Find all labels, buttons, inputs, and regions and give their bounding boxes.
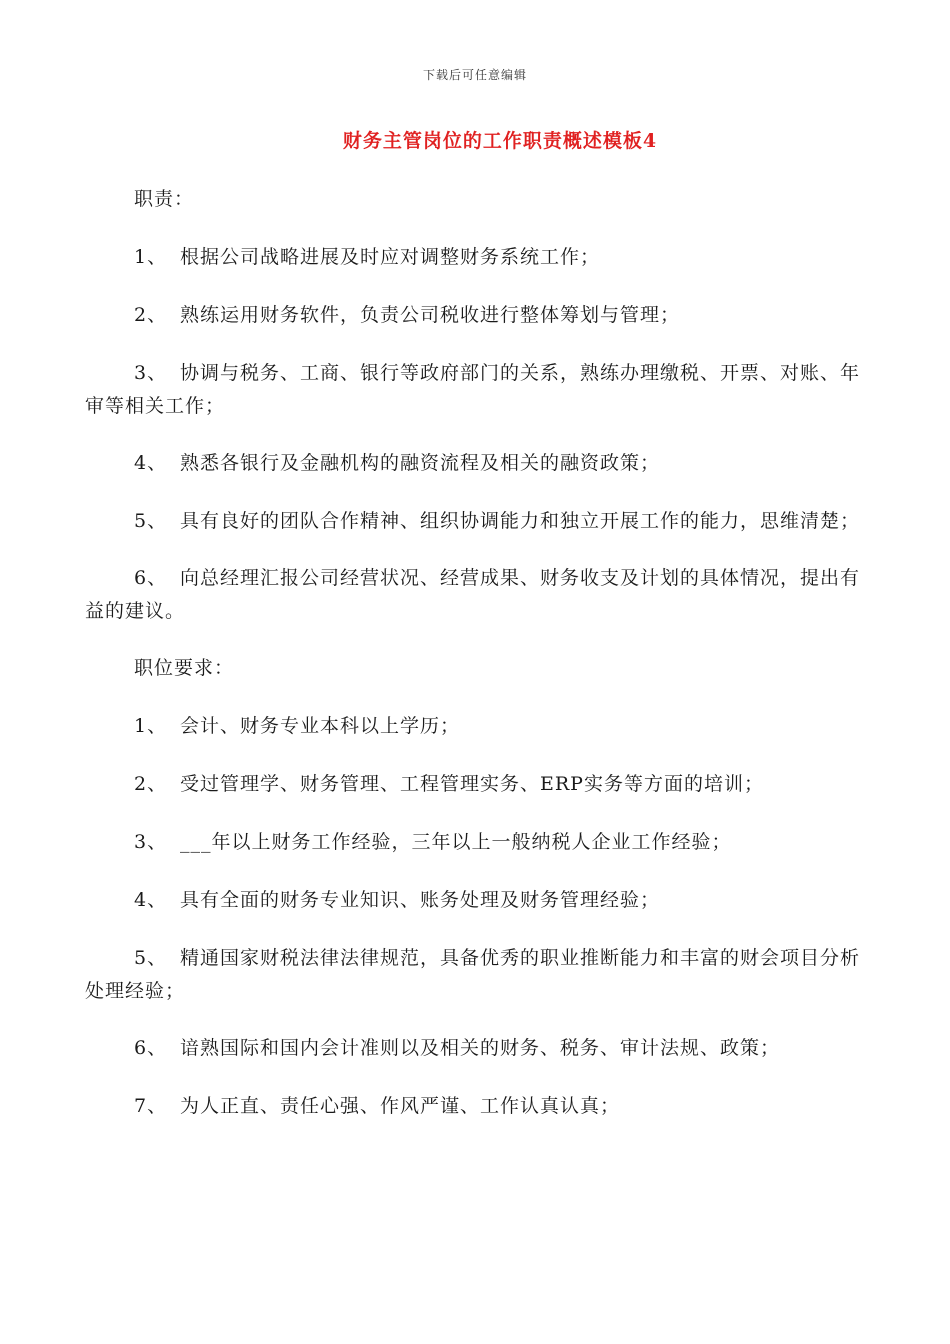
duties-heading: 职责： — [134, 188, 195, 210]
item-number: 5、 — [134, 947, 168, 969]
item-number: 6、 — [134, 1037, 168, 1059]
item-number: 3、 — [134, 362, 168, 384]
item-text: 具有全面的财务专业知识、账务处理及财务管理经验； — [180, 889, 661, 911]
item-number: 4、 — [134, 452, 168, 474]
item-text: 根据公司战略进展及时应对调整财务系统工作； — [180, 246, 601, 268]
header-note: 下载后可任意编辑 — [422, 68, 527, 82]
item-text: 熟悉各银行及金融机构的融资流程及相关的融资政策； — [180, 452, 661, 474]
item-text: 熟练运用财务软件，负责公司税收进行整体筹划与管理； — [180, 304, 681, 326]
item-text: 具有良好的团队合作精神、组织协调能力和独立开展工作的能力，思维清楚； — [180, 510, 861, 532]
requirement-item — [85, 942, 875, 1008]
item-number: 2、 — [134, 304, 168, 326]
item-number: 1、 — [134, 246, 168, 268]
item-text: 向总经理汇报公司经营状况、经营成果、财务收支及计划的具体情况，提出有益的建议。 — [85, 567, 861, 622]
item-text: 精通国家财税法律法律规范，具备优秀的职业推断能力和丰富的财会项目分析处理经验； — [85, 947, 861, 1002]
item-text: 为人正直、责任心强、作风严谨、工作认真认真； — [180, 1095, 621, 1117]
item-text: ___年以上财务工作经验，三年以上一般纳税人企业工作经验； — [180, 831, 732, 853]
requirement-item — [85, 768, 875, 801]
requirement-item — [85, 884, 875, 917]
item-text: 受过管理学、财务管理、工程管理实务、ERP实务等方面的培训； — [180, 773, 764, 795]
duty-item — [85, 299, 875, 332]
item-number: 7、 — [134, 1095, 168, 1117]
item-text: 谙熟国际和国内会计准则以及相关的财务、税务、审计法规、政策； — [180, 1037, 781, 1059]
duty-item — [85, 562, 875, 628]
item-number: 5、 — [134, 510, 168, 532]
requirements-heading: 职位要求： — [134, 657, 235, 679]
requirement-item — [85, 826, 875, 859]
document-title: 财务主管岗位的工作职责概述模板4 — [342, 130, 658, 152]
item-text: 会计、财务专业本科以上学历； — [180, 715, 461, 737]
duty-item — [85, 357, 875, 423]
duty-item — [85, 447, 875, 480]
item-text: 协调与税务、工商、银行等政府部门的关系，熟练办理缴税、开票、对账、年审等相关工作； — [85, 362, 861, 417]
item-number: 1、 — [134, 715, 168, 737]
duty-item — [85, 241, 875, 274]
item-number: 6、 — [134, 567, 168, 589]
item-number: 4、 — [134, 889, 168, 911]
item-number: 2、 — [134, 773, 168, 795]
requirement-item — [85, 1090, 875, 1123]
requirement-item — [85, 1032, 875, 1065]
duty-item — [85, 505, 875, 538]
item-number: 3、 — [134, 831, 168, 853]
document-body — [85, 183, 875, 1148]
requirement-item — [85, 710, 875, 743]
